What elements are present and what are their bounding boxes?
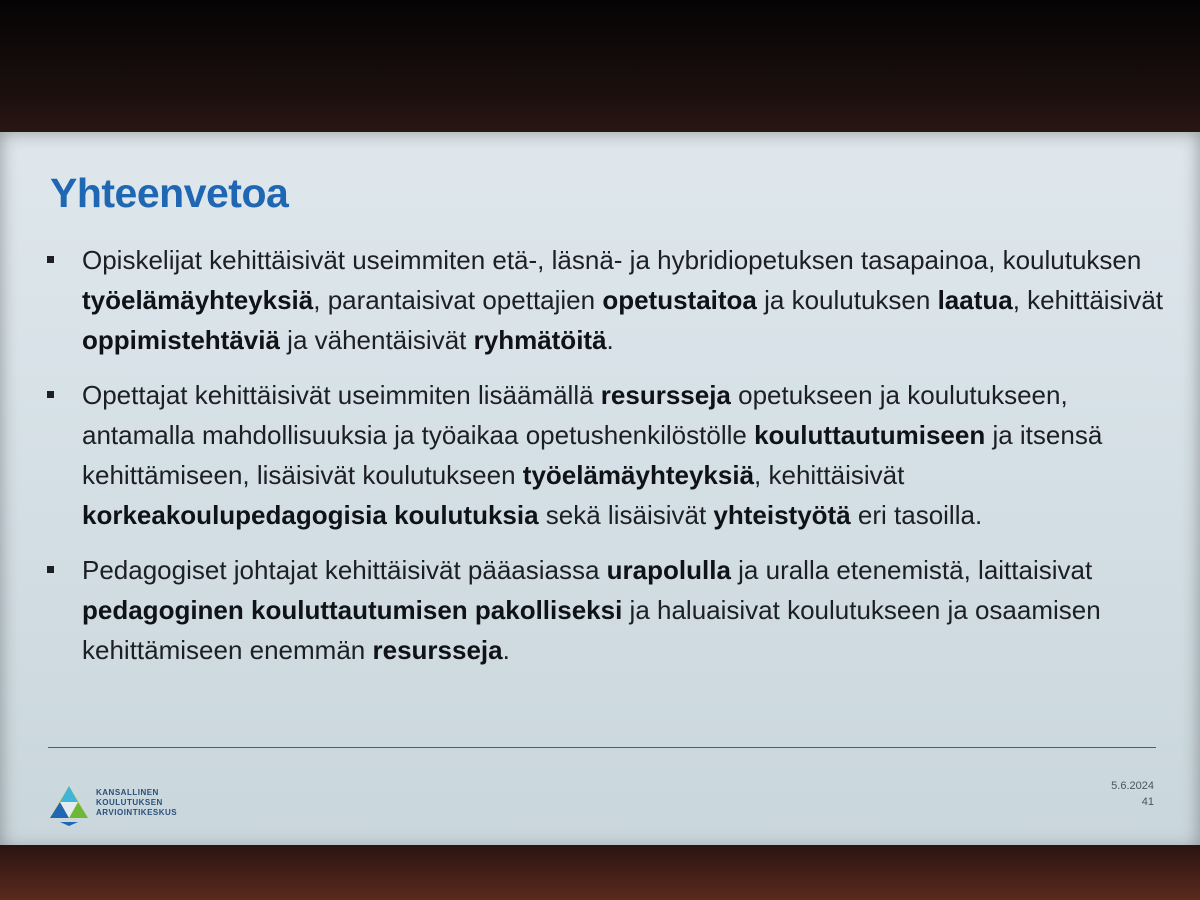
bullet-segment: Pedagogiset johtajat kehittäisivät pääasiassa [82,555,607,585]
bullet-list [44,240,1164,685]
bullet-segment: ja vähentäisivät [279,325,474,355]
bullet-emphasis: korkeakoulupedagogisia koulutuksia [82,500,539,530]
logo-line: KOULUTUKSEN [96,798,163,807]
bullet-segment: , parantaisivat opettajien [313,285,603,315]
bullet-segment: ja haluaisivat koulutukseen ja osaamisen kehittämiseen enemmän [82,595,1101,665]
bullet-segment: . [606,325,614,355]
projector-top-background [0,0,1200,135]
bullet-emphasis: pedagoginen kouluttautumisen pakolliseksi [82,595,623,625]
square-bullet-icon [47,256,54,263]
logo-line: ARVIOINTIKESKUS [96,808,178,817]
bullet-item [44,240,1164,360]
square-bullet-icon [47,566,54,573]
slide-title: Yhteenvetoa [50,170,289,216]
footer-divider [48,747,1156,748]
bullet-segment: , kehittäisivät [754,460,905,490]
bullet-text [82,555,1101,665]
projector-bottom-background [0,845,1200,900]
bullet-item [44,550,1164,670]
bullet-text [82,245,1163,355]
bullet-emphasis: kouluttautumiseen [754,420,986,450]
bullet-segment: ja itsensä kehittämiseen, lisäisivät koulutukseen [82,420,1103,490]
bullet-segment: eri tasoilla. [850,500,983,530]
logo-line: KANSALLINEN [96,788,159,797]
bullet-segment: ja koulutuksen [756,285,938,315]
bullet-emphasis: työelämäyhteyksiä [522,460,755,490]
bullet-segment: Opiskelijat kehittäisivät useimmiten etä-, läsnä- ja hybridiopetuksen tasapainoa, koulutuksen [82,245,1142,275]
bullet-emphasis: oppimistehtäviä [82,325,280,355]
bullet-segment: , kehittäisivät [1012,285,1164,315]
organization-logo [48,784,198,828]
logo-triangle-icon [48,784,90,826]
bullet-emphasis: opetustaitoa [602,285,757,315]
bullet-segment: opetukseen ja koulutukseen, antamalla mahdollisuuksia ja työaikaa opetushenkilöstölle [82,380,1068,450]
slide-date: 5.6.2024 [1111,780,1154,792]
bullet-segment: sekä lisäisivät [538,500,714,530]
bullet-emphasis: ryhmätöitä [473,325,607,355]
bullet-emphasis: työelämäyhteyksiä [82,285,314,315]
bullet-item [44,375,1164,535]
bullet-segment: . [502,635,510,665]
bullet-emphasis: yhteistyötä [713,500,851,530]
bullet-emphasis: resursseja [600,380,731,410]
bullet-text [82,380,1102,530]
square-bullet-icon [47,391,54,398]
bullet-segment: ja uralla etenemistä, laittaisivat [730,555,1093,585]
presentation-slide [0,132,1200,850]
bullet-segment: Opettajat kehittäisivät useimmiten lisäämällä [82,380,601,410]
bullet-emphasis: urapolulla [606,555,731,585]
bullet-emphasis: resursseja [372,635,503,665]
bullet-emphasis: laatua [937,285,1013,315]
slide-number: 41 [1141,796,1154,808]
logo-text [96,788,177,818]
